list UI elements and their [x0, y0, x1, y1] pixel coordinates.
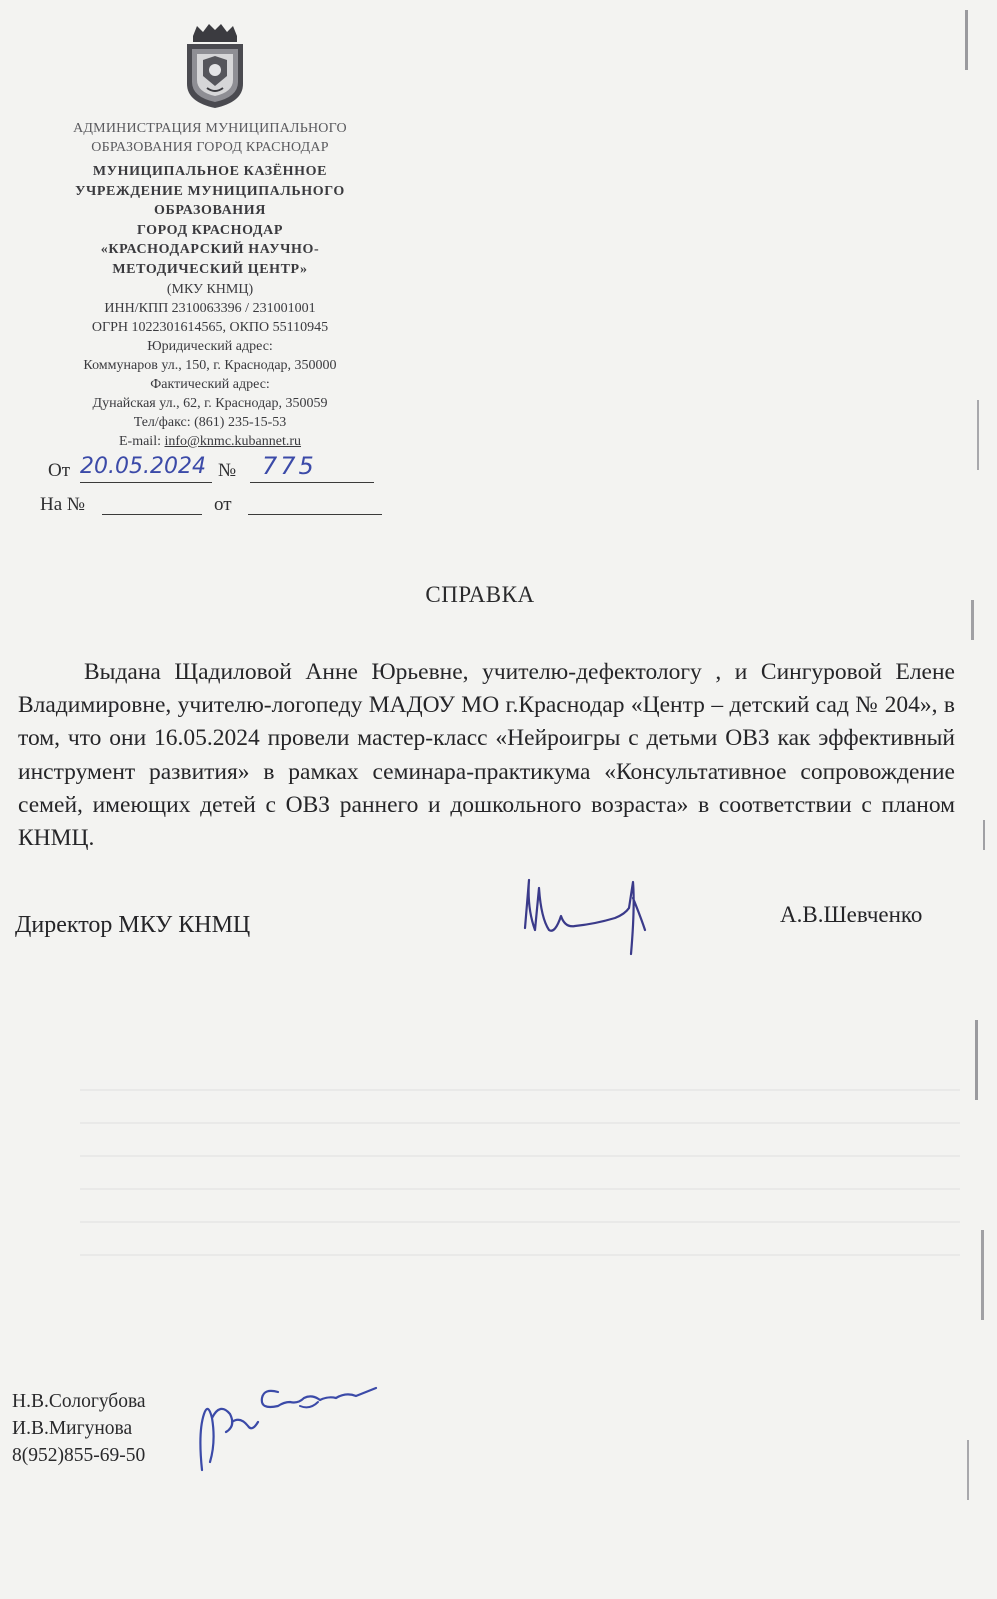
institution-line: ГОРОД КРАСНОДАР	[136, 222, 284, 238]
to-number-label: На №	[40, 494, 86, 515]
to-number-blank	[102, 514, 202, 515]
email-link[interactable]: info@knmc.kubannet.ru	[164, 434, 302, 449]
from-label: От	[48, 460, 71, 481]
inn-line: ИНН/КПП 2310063396 / 231001001	[104, 301, 316, 316]
body-paragraph: Выдана Щадиловой Анне Юрьевне, учителю-дефектологу , и Сингуровой Елене Владимировне, учителю-логопеду МАДОУ МО г.Краснодар «Центр – детский сад № 204», в том, что они 16.05.2024 провели мастер-класс «Нейроигры с детьми ОВЗ как эффективный инструмент развития» в рамках семинара-практикума «Консультативное сопровождение семей, имеющих детей с ОВЗ раннего и дошкольного возраста» в соответствии с планом КНМЦ.	[18, 659, 955, 852]
executor-name: И.В.Мигунова	[12, 1418, 133, 1439]
institution-line: МУНИЦИПАЛЬНОЕ КАЗЁННОЕ	[92, 164, 328, 179]
executor-name: Н.В.Сологубова	[12, 1391, 146, 1412]
institution-line: «КРАСНОДАРСКИЙ НАУЧНО-	[100, 242, 320, 257]
executor-phone: 8(952)855-69-50	[12, 1445, 146, 1466]
signatory-name: А.В.Шевченко	[780, 902, 923, 927]
institution-line: УЧРЕЖДЕНИЕ МУНИЦИПАЛЬНОГО	[75, 183, 345, 199]
ogrn-line: ОГРН 1022301614565, ОКПО 55110945	[91, 320, 329, 335]
admin-line: ОБРАЗОВАНИЯ ГОРОД КРАСНОДАР	[91, 140, 329, 155]
director-signature	[515, 868, 660, 963]
institution-line: ОБРАЗОВАНИЯ	[153, 203, 266, 218]
institution-line: МЕТОДИЧЕСКИЙ ЦЕНТР»	[112, 261, 308, 277]
signatory-position: Директор МКУ КНМЦ	[15, 912, 251, 938]
institution-heading	[40, 162, 380, 279]
to-date-blank	[248, 514, 382, 515]
number-label: №	[218, 460, 237, 481]
bleed-through-text	[80, 1065, 960, 1265]
actual-address-label: Фактический адрес:	[150, 377, 270, 392]
number-underline	[250, 482, 374, 483]
scan-edge-marks	[937, 0, 997, 1599]
handwritten-number: 775	[262, 452, 317, 480]
to-from-label: от	[214, 494, 232, 515]
document-title: СПРАВКА	[425, 582, 535, 607]
abbreviation: (МКУ КНМЦ)	[166, 282, 254, 297]
legal-address: Коммунаров ул., 150, г. Краснодар, 350000	[83, 358, 337, 373]
executors-block	[12, 1388, 146, 1469]
document-body	[18, 656, 955, 855]
admin-line: АДМИНИСТРАЦИЯ МУНИЦИПАЛЬНОГО	[73, 121, 347, 136]
email-line	[40, 432, 380, 451]
executor-signatures	[180, 1362, 390, 1482]
email-label: E-mail:	[118, 434, 165, 449]
handwritten-date: 20.05.2024	[80, 454, 206, 479]
institution-details	[40, 280, 380, 451]
admin-heading	[40, 119, 380, 157]
coat-of-arms-icon	[183, 22, 247, 110]
date-underline	[80, 482, 212, 483]
phone-line: Тел/факс: (861) 235-15-53	[133, 415, 287, 430]
actual-address: Дунайская ул., 62, г. Краснодар, 350059	[92, 396, 328, 411]
legal-address-label: Юридический адрес:	[147, 339, 273, 354]
